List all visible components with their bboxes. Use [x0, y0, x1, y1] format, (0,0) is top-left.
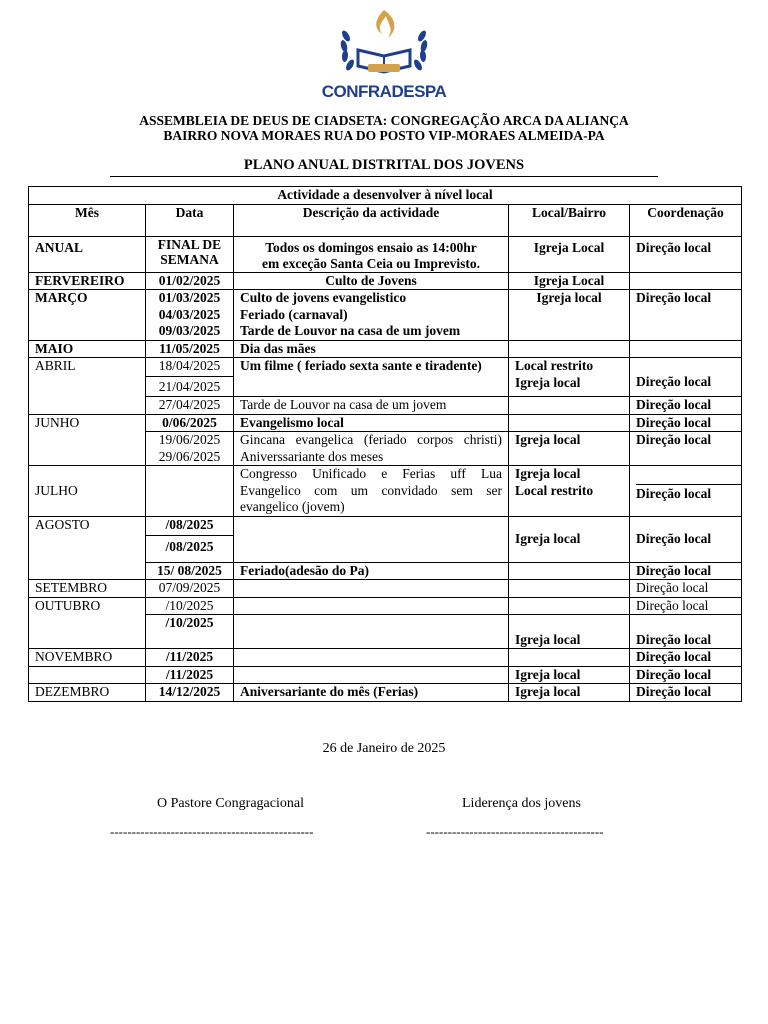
row-location: Local restrito [515, 482, 594, 498]
row-description: Culto de Jovens [234, 272, 509, 290]
row-date: 01/03/2025 [158, 290, 221, 305]
row-date: 29/06/2025 [158, 448, 221, 464]
youth-leadership-signature-label: Liderença dos jovens [462, 796, 581, 811]
row-location: Igreja local [509, 684, 630, 702]
row-date: 11/05/2025 [146, 340, 234, 358]
pastor-signature-label: O Pastore Congragacional [157, 796, 304, 811]
row-date [146, 466, 234, 517]
row-description: Tarde de Louvor na casa de um jovem [240, 323, 461, 338]
row-location: Igreja local [509, 432, 630, 466]
row-coordination: Direção local [630, 414, 742, 432]
row-date: /08/2025 [146, 535, 233, 562]
table-row [29, 272, 742, 290]
row-date: SEMANA [160, 251, 219, 267]
column-header-local: Local/Bairro [509, 204, 630, 236]
pastor-signature-line: ----------------------------------------------- [110, 824, 314, 839]
row-month: JULHO [29, 466, 146, 517]
table-caption: Actividade a desenvolver à nível local [29, 187, 742, 205]
row-description: Feriado (carnaval) [240, 306, 348, 322]
row-coordination [630, 340, 742, 358]
row-location: Igreja local [515, 466, 581, 481]
column-header-coordenacao: Coordenação [630, 204, 742, 236]
table-row [29, 649, 742, 667]
row-coordination: Direção local [630, 597, 742, 615]
row-date: 21/04/2025 [146, 376, 233, 397]
column-header-data: Data [146, 204, 234, 236]
row-location: Igreja local [509, 666, 630, 684]
row-description: Culto de jovens evangelistico [240, 290, 407, 305]
activity-plan-table [28, 186, 742, 702]
table-row [29, 516, 742, 562]
row-coordination: Direção local [630, 562, 742, 580]
row-date: 15/ 08/2025 [146, 562, 234, 580]
row-description: Gincana evangelica (feriado corpos christi) Aniverssariante dos meses [234, 432, 509, 466]
table-caption-row [29, 187, 742, 205]
row-coordination: Direção local [636, 374, 712, 389]
table-row [29, 666, 742, 684]
row-coordination: Direção local [630, 516, 742, 562]
title-underline [110, 176, 658, 177]
row-date: /08/2025 [165, 516, 214, 532]
row-date: 09/03/2025 [158, 323, 221, 338]
logo-wordmark: CONFRADESPA [321, 82, 447, 101]
column-header-descricao: Descrição da actividade [234, 204, 509, 236]
row-date: 19/06/2025 [158, 432, 221, 447]
table-row [29, 414, 742, 432]
row-month: NOVEMBRO [29, 649, 146, 667]
row-description: Dia das mães [234, 340, 509, 358]
row-date: /10/2025 [146, 597, 234, 615]
row-coordination: Direção local [630, 666, 742, 684]
row-date: /11/2025 [146, 666, 234, 684]
row-coordination: Direção local [630, 615, 742, 649]
row-date: FINAL DE [157, 236, 222, 252]
table-row [29, 684, 742, 702]
row-date: 0/06/2025 [146, 414, 234, 432]
table-row [29, 340, 742, 358]
row-description: Tarde de Louvor na casa de um jovem [234, 397, 509, 415]
row-location: Igreja local [509, 615, 630, 649]
row-description [234, 516, 509, 562]
row-description: Evangelismo local [234, 414, 509, 432]
document-title: PLANO ANUAL DISTRITAL DOS JOVENS [243, 157, 525, 173]
row-month: MARÇO [29, 290, 146, 341]
row-location: Igreja Local [509, 272, 630, 290]
church-name: ASSEMBLEIA DE DEUS DE CIADSETA: CONGREGAÇÃO ARCA DA ALIANÇA [139, 113, 629, 128]
row-description: em exceção Santa Ceia ou Imprevisto. [262, 255, 480, 271]
row-location: Igreja local [509, 290, 630, 341]
row-description: Feriado(adesão do Pa) [234, 562, 509, 580]
row-month: DEZEMBRO [29, 684, 146, 702]
table-row [29, 597, 742, 615]
row-coordination: Direção local [630, 684, 742, 702]
row-location: Igreja Local [533, 239, 605, 255]
row-date: 01/02/2025 [146, 272, 234, 290]
row-month: FERVEREIRO [29, 272, 146, 290]
row-description: Congresso Unificado e Ferias uff Lua Evangelico com um convidado sem ser evangelico (jovem) [234, 466, 509, 517]
row-location [509, 340, 630, 358]
row-coordination: Direção local [630, 290, 742, 341]
row-month: JUNHO [29, 414, 146, 466]
youth-leadership-signature-line: ----------------------------------------- [426, 824, 604, 839]
row-date: 14/12/2025 [146, 684, 234, 702]
column-header-mes: Mês [29, 204, 146, 236]
row-description: Todos os domingos ensaio as 14:00hr [265, 239, 477, 255]
row-location [509, 580, 630, 598]
table-row [29, 236, 742, 272]
row-coordination: Direção local [630, 397, 742, 415]
row-description [234, 615, 509, 649]
row-month: MAIO [29, 340, 146, 358]
row-coordination [630, 272, 742, 290]
row-coordination: Direção local [636, 239, 712, 255]
row-month: ANUAL [35, 239, 84, 255]
table-header-row [29, 204, 742, 236]
row-description: Aniversariante do mês (Ferias) [234, 684, 509, 702]
row-description [234, 580, 509, 598]
row-date: /11/2025 [146, 649, 234, 667]
church-address: BAIRRO NOVA MORAES RUA DO POSTO VIP-MORAES ALMEIDA-PA [163, 128, 605, 143]
row-month: SETEMBRO [29, 580, 146, 598]
row-coordination: Direção local [630, 432, 742, 466]
table-row [29, 290, 742, 341]
table-row [29, 580, 742, 598]
row-location: Igreja local [509, 516, 630, 562]
confradespa-logo [312, 6, 456, 110]
row-date: /10/2025 [146, 615, 234, 649]
logo-emblem-icon [312, 6, 456, 84]
table-row [29, 466, 742, 517]
row-date: 07/09/2025 [146, 580, 234, 598]
row-date: 18/04/2025 [158, 358, 221, 373]
row-location: Igreja local [515, 374, 581, 390]
row-coordination: Direção local [636, 484, 741, 503]
document-date: 26 de Janeiro de 2025 [322, 741, 446, 756]
row-description: Um filme ( feriado sexta sante e tiradente) [234, 358, 509, 397]
row-coordination: Direção local [630, 580, 742, 598]
row-date: 27/04/2025 [146, 397, 234, 415]
row-location: Local restrito [515, 358, 594, 373]
table-row [29, 358, 742, 397]
row-date: 04/03/2025 [158, 306, 221, 322]
row-month: AGOSTO [29, 516, 146, 580]
row-description [234, 649, 509, 667]
row-month: OUTUBRO [29, 597, 146, 649]
row-coordination: Direção local [630, 649, 742, 667]
row-month: ABRIL [29, 358, 146, 415]
